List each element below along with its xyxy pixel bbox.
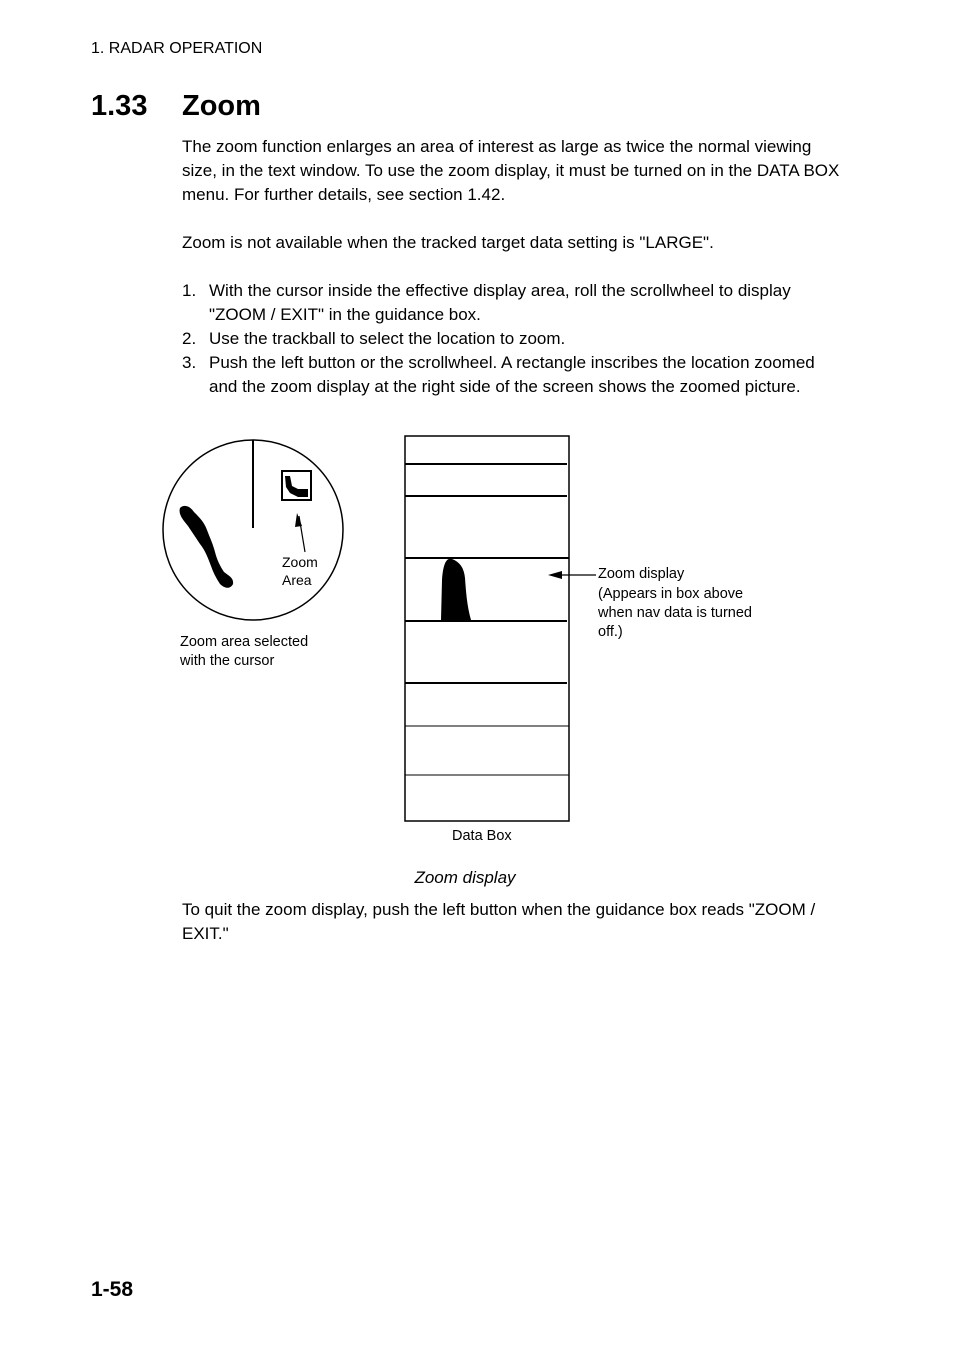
step-text: With the cursor inside the effective display area, roll the scrollwheel to display "ZOOM / EXIT" in the guidance box. <box>209 281 791 324</box>
zoom-display-label-line1: Zoom display <box>598 566 685 582</box>
zoomed-echo <box>441 559 471 620</box>
step-number: 2. <box>182 329 197 348</box>
step-text: Use the trackball to select the location to zoom. <box>209 329 566 348</box>
data-box <box>405 436 569 821</box>
section-number: 1.33 <box>91 90 148 122</box>
page-number: 1-58 <box>91 1278 134 1301</box>
intro-paragraph-1: The zoom function enlarges an area of interest as large as twice the normal viewing size, in the text window. To use the zoom display, it must be turned on in the DATA BOX menu. For further details, see section 1.42. <box>182 137 840 204</box>
figure-caption: Zoom display <box>414 868 516 887</box>
zoom-display-arrowhead <box>548 571 562 579</box>
zoom-area-arrowhead <box>295 513 302 527</box>
closing-paragraph: To quit the zoom display, push the left button when the guidance box reads "ZOOM / EXIT." <box>182 900 816 943</box>
running-head: 1. RADAR OPERATION <box>91 40 263 57</box>
zoom-display-label-line3: when nav data is turned <box>598 605 752 621</box>
data-box-label: Data Box <box>452 828 512 844</box>
zoom-display-label-line2: (Appears in box above <box>598 586 744 602</box>
intro-paragraph-2: Zoom is not available when the tracked target data setting is "LARGE". <box>182 233 714 252</box>
coastline-echo <box>180 506 234 588</box>
step-number: 3. <box>182 353 197 372</box>
section-title: Zoom <box>182 90 261 122</box>
zoom-area-label-line2: Area <box>282 572 312 588</box>
cursor-label-line1: Zoom area selected <box>180 634 309 650</box>
zoom-display-label-line4: off.) <box>598 624 623 640</box>
step-text: Push the left button or the scrollwheel. A rectangle inscribes the location zoomed and the zoom display at the right side of the screen shows the zoomed picture. <box>209 353 815 396</box>
cursor-label-line2: with the cursor <box>180 653 275 669</box>
step-number: 1. <box>182 281 197 300</box>
zoom-area-label-line1: Zoom <box>282 554 318 570</box>
zoom-area-echo <box>285 476 308 497</box>
